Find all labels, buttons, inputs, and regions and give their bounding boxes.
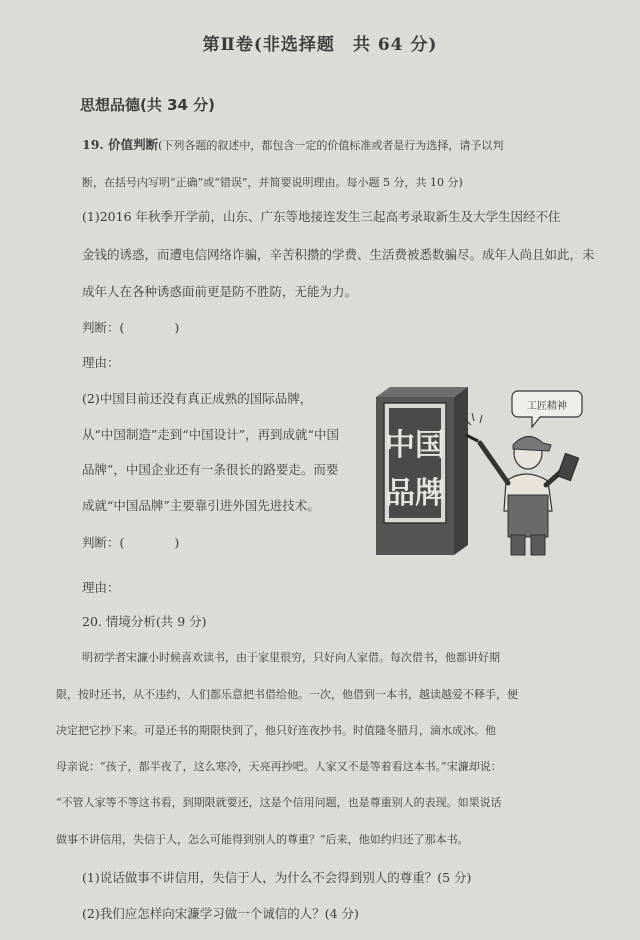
q19-item2-judge: 判断：( ) (82, 535, 180, 550)
brand-craftsman-cartoon (368, 385, 593, 557)
q19-item1-line3: 成年人在各种诱惑面前更是防不胜防，无能为力。 (82, 284, 358, 299)
speech-bubble-text: 工匠精神 (527, 401, 567, 412)
sign-text-brand: 品牌 (385, 476, 445, 511)
q19-heading: 19. 价值判断 (82, 137, 159, 152)
q19-item2-reason: 理由： (82, 580, 120, 595)
q19-item1-judge: 判断：( ) (82, 320, 180, 335)
worker-figure (465, 413, 579, 555)
q19-instruction-line1 (82, 133, 503, 158)
sign-text-china: 中国 (385, 428, 445, 463)
q19-item2-line4: 成就“中国品牌”主要靠引进外国先进技术。 (82, 498, 320, 513)
q19-instruction-line2: 断，在括号内写明“正确”或“错误”，并简要说明理由。每小题 5 分，共 10 分) (82, 176, 463, 189)
q20-story-line2: 限，按时还书，从不违约，人们都乐意把书借给他。一次，他借到一本书，越读越爱不释手，便 (56, 688, 518, 701)
q20-story-line4: 母亲说：“孩子，都半夜了，这么寒冷，天亮再抄吧。人家又不是等着看这本书。”宋濂却说： (56, 760, 502, 773)
q20-story-line3: 决定把它抄下来。可是还书的期限快到了，他只好连夜抄书。时值隆冬腊月，滴水成冰。他 (56, 724, 496, 737)
q20-story-line6: 做事不讲信用，失信于人，怎么可能得到别人的尊重？”后来，他如约归还了那本书。 (56, 833, 469, 846)
q20-story-line1: 明初学者宋濂小时候喜欢读书，由于家里很穷，只好向人家借。每次借书，他都讲好期 (82, 651, 500, 664)
q19-instruction-text: (下列各题的叙述中，都包含一定的价值标准或者是行为选择，请予以判 (158, 139, 504, 152)
q19-item1-line2: 金钱的诱惑，而遭电信网络诈骗，辛苦积攒的学费、生活费被悉数骗尽。成年人尚且如此，未 (82, 247, 595, 262)
q19-item1-reason: 理由： (82, 355, 120, 370)
section-heading: 思想品德(共 34 分) (80, 96, 216, 114)
q20-story-line5: “不管人家等不等这书看，到期限就要还，这是个信用问题，也是尊重别人的表现。如果说话 (56, 796, 502, 809)
q19-item2-line1: (2)中国目前还没有真正成熟的国际品牌， (82, 391, 313, 406)
q19-item1-line1: (1)2016 年秋季开学前，山东、广东等地接连发生三起高考录取新生及大学生因经不住 (82, 209, 561, 224)
q20-sub-question-2: (2)我们应怎样向宋濂学习做一个诚信的人？(4 分) (82, 906, 359, 921)
q19-item2-line3: 品牌”，中国企业还有一条很长的路要走。而要 (82, 462, 339, 477)
paper-title: 第Ⅱ卷(非选择题 共 64 分) (202, 35, 438, 55)
q19-item2-line2: 从“中国制造”走到“中国设计”，再到成就“中国 (82, 427, 339, 442)
q20-heading: 20. 情境分析(共 9 分) (82, 614, 207, 629)
q20-sub-question-1: (1)说话做事不讲信用，失信于人，为什么不会得到别人的尊重？(5 分) (82, 870, 472, 885)
